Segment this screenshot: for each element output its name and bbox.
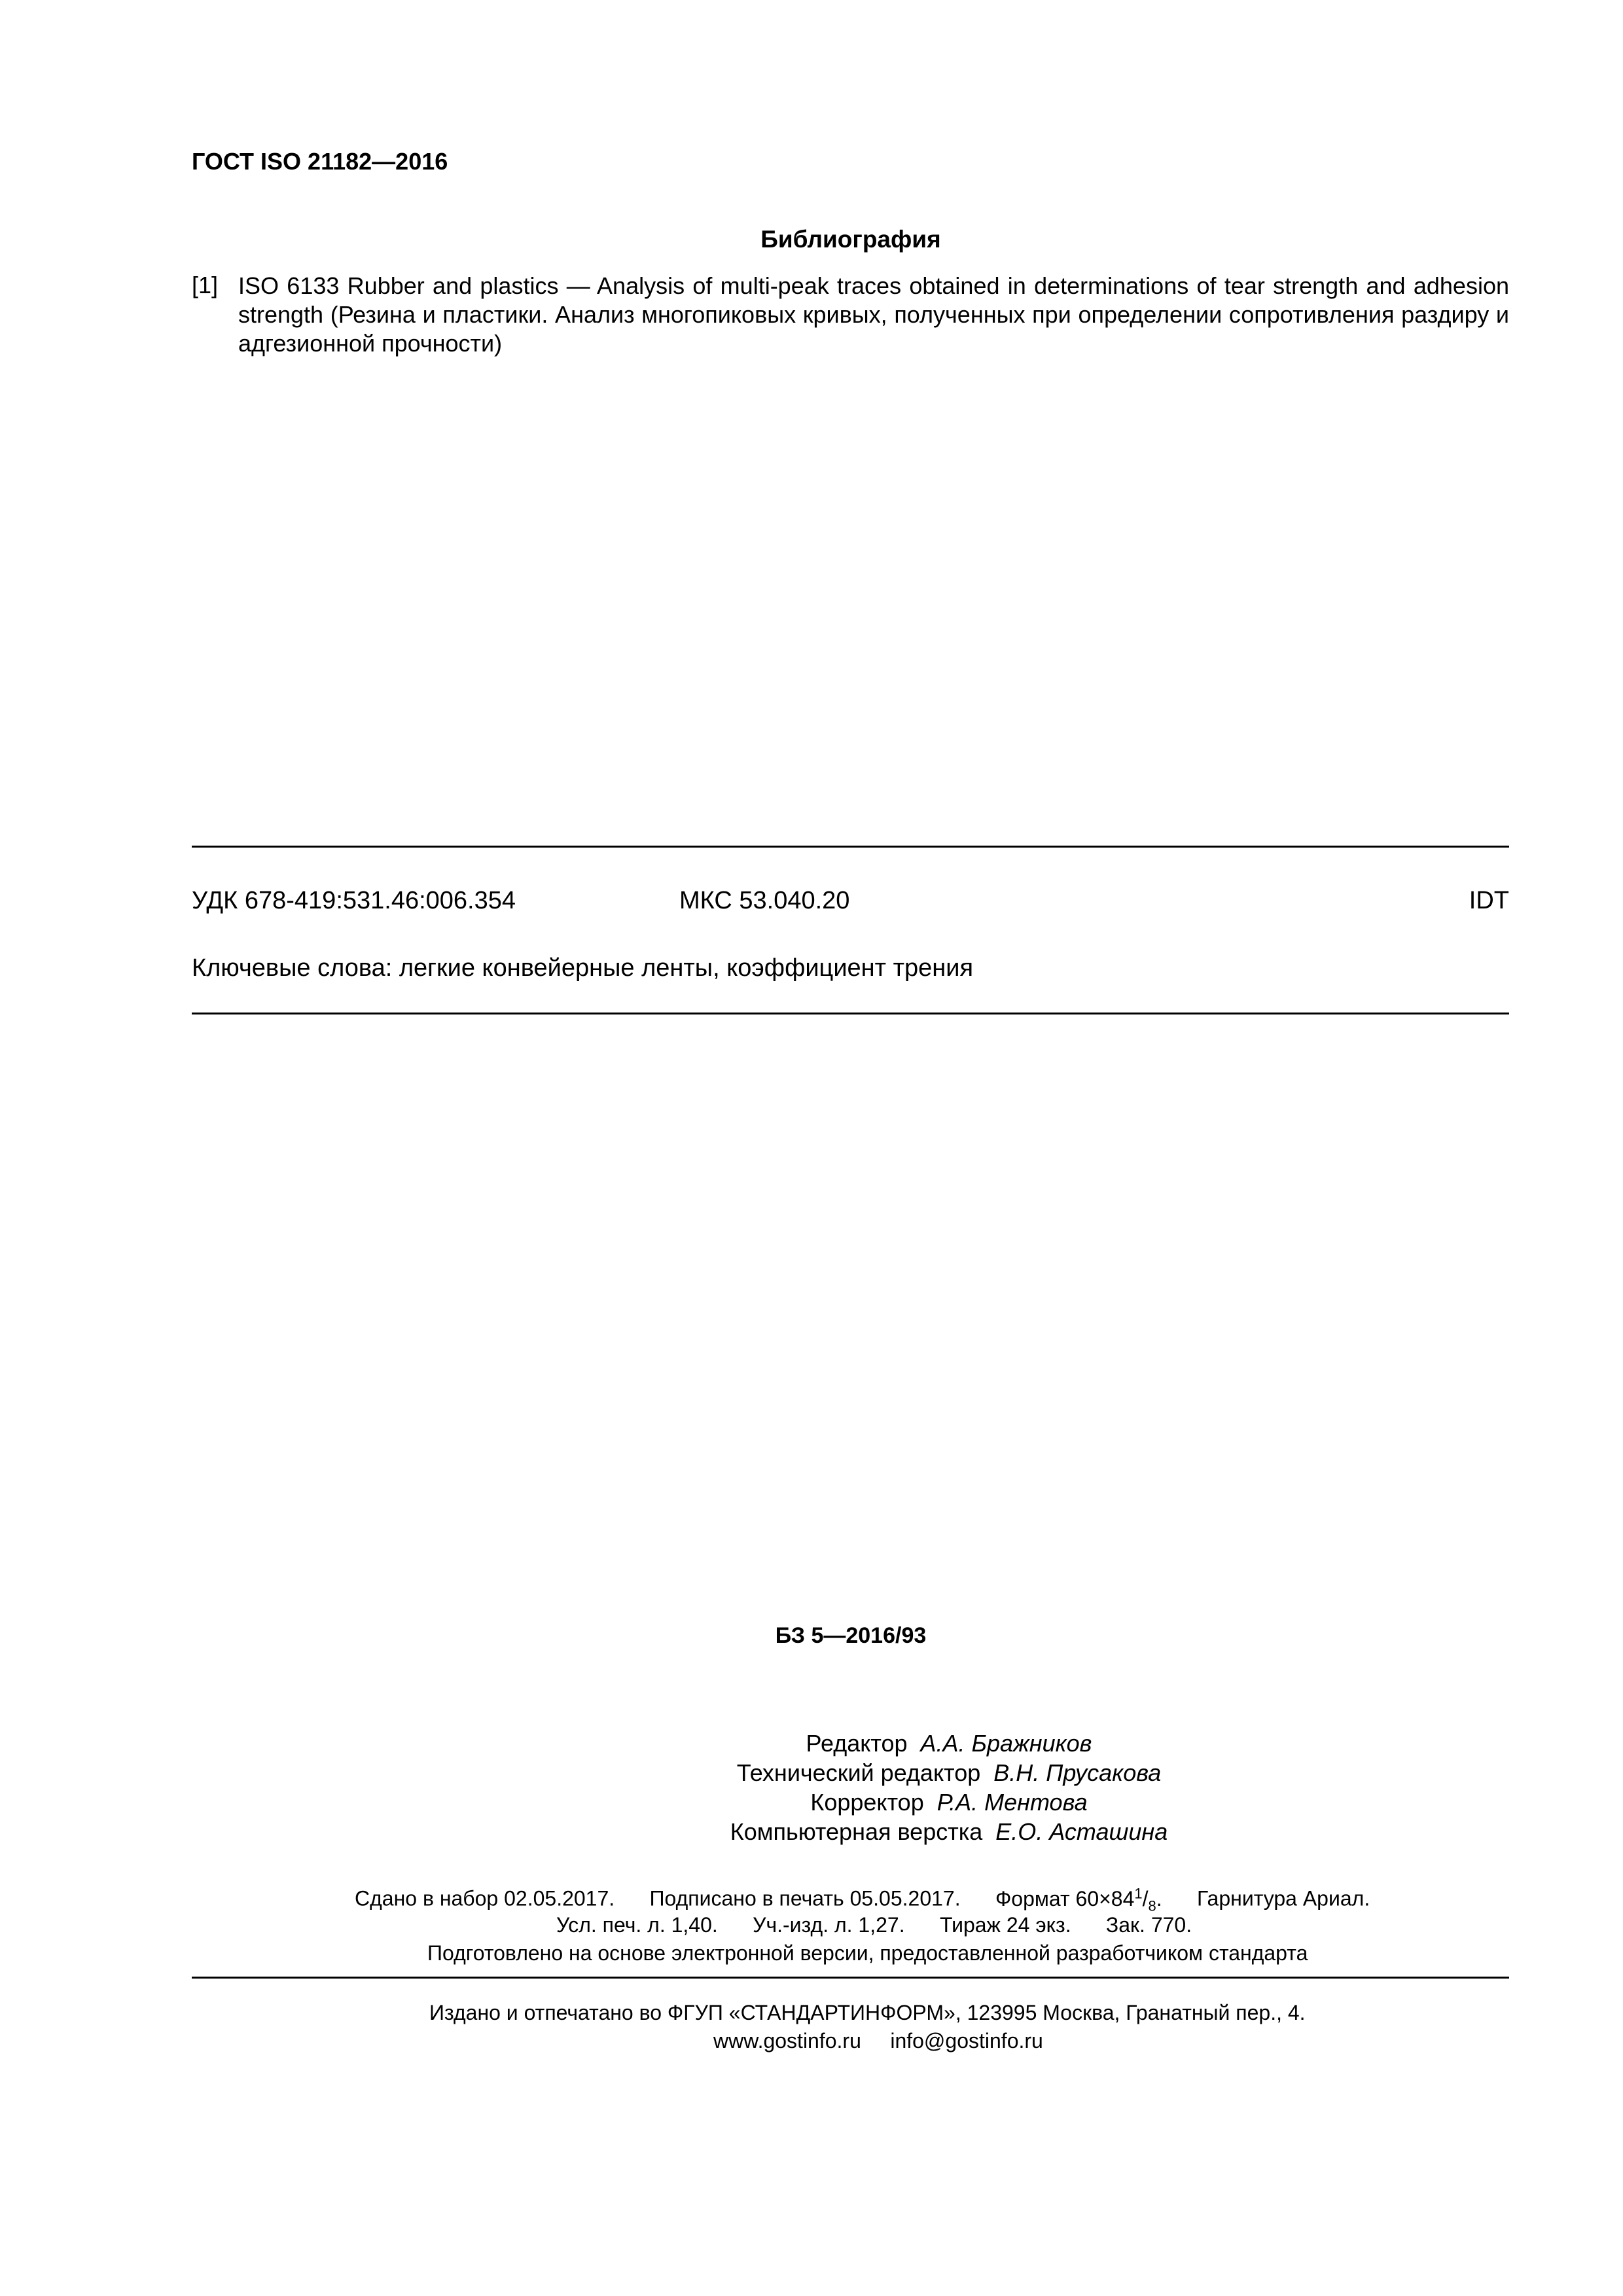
bibliography-item-number: [1] <box>192 272 219 298</box>
divider-bottom <box>192 1977 1509 1979</box>
bibliography-title: Библиография <box>760 226 941 253</box>
staff-name: А.А. Бражников <box>920 1730 1092 1757</box>
imprint-copies: Тираж 24 экз. <box>939 1913 1071 1937</box>
imprint-pub-sheets: Уч.-изд. л. 1,27. <box>753 1913 905 1937</box>
divider-top <box>192 846 1509 848</box>
imprint-sent: Сдано в набор 02.05.2017. <box>355 1886 615 1910</box>
publisher-site-link[interactable]: www.gostinfo.ru <box>713 2029 861 2053</box>
staff-role: Редактор <box>806 1730 908 1757</box>
document-header: ГОСТ ISO 21182—2016 <box>192 148 448 175</box>
imprint-prepared: Подготовлено на основе электронной версии, предоставленной разработчиком стандарта <box>427 1941 1308 1965</box>
bibliography-item-text: ISO 6133 Rubber and plastics — Analysis of multi-peak traces obtained in determinations of tear strength and adhesion strength (Резина и пластики. Анализ многопиковых кривых, полученных при определении сопротивления раздиру и адгезионной прочности) <box>238 272 1509 357</box>
imprint-line-1 <box>355 1885 1370 1914</box>
staff-name: В.Н. Прусакова <box>993 1759 1162 1786</box>
imprint-order: Зак. 770. <box>1105 1913 1192 1937</box>
staff-line-corrector <box>589 1789 1309 1816</box>
staff-role: Технический редактор <box>736 1759 981 1786</box>
staff-name: Р.А. Ментова <box>936 1789 1088 1816</box>
mks-code: МКС 53.040.20 <box>679 887 850 914</box>
publisher-line: Издано и отпечатано во ФГУП «СТАНДАРТИНФОРМ», 123995 Москва, Гранатный пер., 4. <box>429 2001 1306 2024</box>
bz-number: БЗ 5—2016/93 <box>775 1623 927 1648</box>
staff-name: Е.О. Асташина <box>995 1818 1168 1845</box>
staff-role: Компьютерная верстка <box>730 1818 983 1845</box>
divider-keywords <box>192 1013 1509 1014</box>
udk-code: УДК 678-419:531.46:006.354 <box>192 887 516 914</box>
publisher-contacts <box>713 2029 1043 2053</box>
staff-line-editor <box>589 1730 1309 1757</box>
imprint-format: Формат $60\times 84^1/_8$. <box>995 1885 1162 1914</box>
staff-line-tech-editor <box>589 1759 1309 1787</box>
imprint-sheets: Усл. печ. л. 1,40. <box>556 1913 718 1937</box>
publisher-email-link[interactable]: info@gostinfo.ru <box>890 2029 1043 2053</box>
staff-role: Корректор <box>810 1789 924 1816</box>
imprint-signed: Подписано в печать 05.05.2017. <box>649 1886 961 1910</box>
keywords: Ключевые слова: легкие конвейерные ленты, коэффициент трения <box>192 954 974 982</box>
staff-line-layout <box>589 1818 1309 1846</box>
imprint-font: Гарнитура Ариал. <box>1197 1886 1370 1910</box>
imprint-line-2 <box>556 1913 1192 1937</box>
idt-label: IDT <box>1469 887 1509 914</box>
